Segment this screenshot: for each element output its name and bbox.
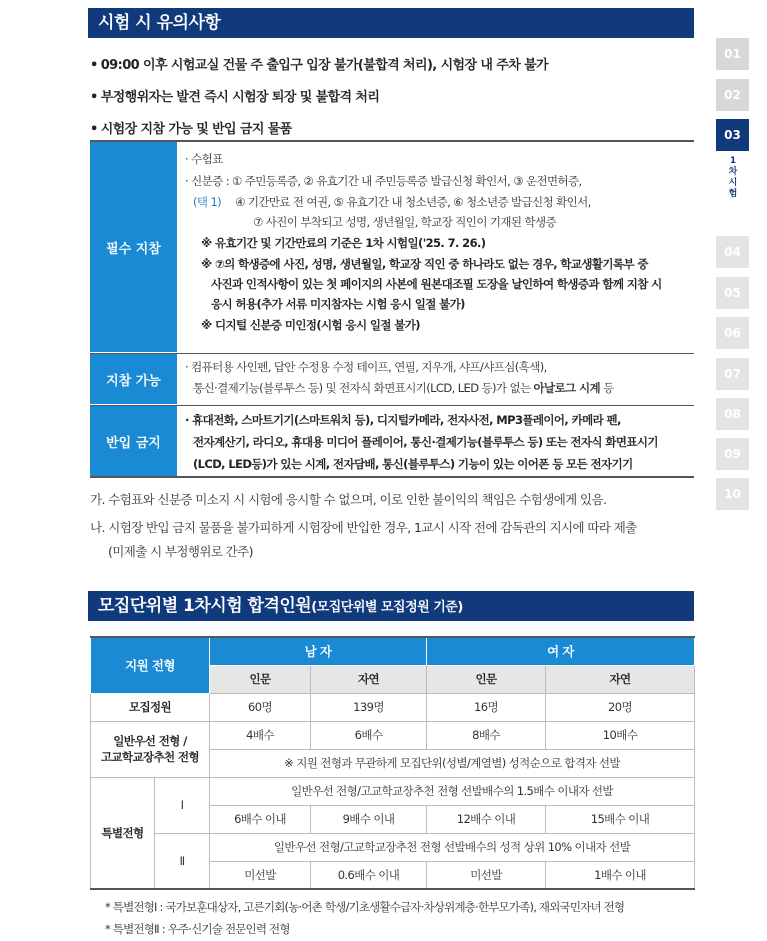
required-line: (택 1) ④ 기간만료 전 여권, ⑤ 유효기간 내 청소년증, ⑥ 청소년증 발급신청 확인서, — [193, 195, 591, 209]
tab-03-label — [726, 156, 740, 200]
tab-02[interactable]: 02 — [716, 79, 749, 111]
tab-06[interactable]: 06 — [716, 317, 749, 349]
required-line: · 신분증 : ① 주민등록증, ② 유효기간 내 주민등록증 발급신청 확인서, ③ 운전면허증, — [185, 174, 582, 188]
required-line: ⑦ 사진이 부착되고 성명, 생년월일, 학교장 직인이 기재된 학생증 — [253, 215, 556, 229]
tab-03-label-char: 시 — [728, 178, 738, 188]
header-track: 지원 전형 — [91, 637, 210, 693]
cell: 12배수 이내 — [427, 805, 546, 833]
bullet-cheating: • 부정행위자는 발견 즉시 시험장 퇴장 및 불합격 처리 — [90, 86, 379, 105]
cell: 6배수 — [311, 721, 427, 749]
tab-03-label-char: 험 — [728, 189, 738, 199]
footnote-special-1: * 특별전형Ⅰ : 국가보훈대상자, 고른기회(농·어촌 학생/기초생활수급자·차상위계층·한부모가족), 재외국민자녀 전형 — [105, 900, 625, 914]
label-required: 필수 지참 — [90, 142, 177, 353]
bullet-items: • 시험장 지참 가능 및 반입 금지 물품 — [90, 118, 292, 137]
tab-01[interactable]: 01 — [716, 38, 749, 70]
general-note: ※ 지원 전형과 무관하게 모집단위(성별/계열별) 성적순으로 합격자 선발 — [210, 749, 695, 777]
special-1-note: 일반우선 전형/고교학교장추천 전형 선발배수의 1.5배수 이내자 선발 — [210, 777, 695, 805]
header-col: 인문 — [210, 665, 311, 693]
cell: 9배수 이내 — [311, 805, 427, 833]
quota-table — [90, 636, 695, 890]
note-ga: 가. 수험표와 신분증 미소지 시 시험에 응시할 수 없으며, 이로 인한 불이익의 책임은 수험생에게 있음. — [90, 492, 607, 507]
cell: 16명 — [427, 693, 546, 721]
cell: 60명 — [210, 693, 311, 721]
required-note: ※ 디지털 신분증 미인정(시험 응시 일절 불가) — [201, 318, 420, 332]
label-allowed: 지참 가능 — [90, 354, 177, 405]
special-2-label: Ⅱ — [155, 833, 210, 889]
allowed-line: · 컴퓨터용 사인펜, 답안 수정용 수정 테이프, 연필, 지우개, 샤프/샤프심(흑색), — [185, 360, 547, 374]
cell: 139명 — [311, 693, 427, 721]
cell: 8배수 — [427, 721, 546, 749]
cell: 6배수 이내 — [210, 805, 311, 833]
row-required — [90, 142, 694, 354]
header-col: 인문 — [427, 665, 546, 693]
note-na: 나. 시험장 반입 금지 물품을 불가피하게 시험장에 반입한 경우, 1교시 시작 전에 감독관의 지시에 따라 제출 — [90, 520, 637, 535]
row-label-special: 특별전형 — [91, 777, 155, 889]
tab-03-label-char: 차 — [728, 167, 738, 177]
tab-04[interactable]: 04 — [716, 236, 749, 268]
section-title-quota: 모집단위별 1차시험 합격인원(모집단위별 모집정원 기준) — [88, 591, 694, 621]
items-table — [90, 140, 694, 478]
required-note: ※ ⑦의 학생증에 사진, 성명, 생년월일, 학교장 직인 중 하나라도 없는 경우, 학교생활기록부 중 — [201, 257, 648, 271]
tab-09[interactable]: 09 — [716, 438, 749, 470]
banned-line: 전자계산기, 라디오, 휴대용 미디어 플레이어, 통신·결제기능(블루투스 등) 또는 전자식 화면표시기 — [193, 435, 658, 449]
cell: 15배수 이내 — [546, 805, 695, 833]
required-line: · 수험표 — [185, 152, 223, 166]
tab-03[interactable]: 03 — [716, 119, 749, 151]
row-allowed — [90, 354, 694, 406]
tab-10[interactable]: 10 — [716, 478, 749, 510]
required-note: 사진과 인적사항이 있는 첫 페이지의 사본에 원본대조필 도장을 날인하여 학생증과 함께 지참 시 — [211, 277, 662, 291]
header-col: 자연 — [546, 665, 695, 693]
header-col: 자연 — [311, 665, 427, 693]
footnote-special-2: * 특별전형Ⅱ : 우주·신기술 전문인력 전형 — [105, 922, 290, 936]
required-note: 응시 허용(추가 서류 미지참자는 시험 응시 일절 불가) — [211, 297, 465, 311]
cell: 미선발 — [210, 861, 311, 889]
cell: 10배수 — [546, 721, 695, 749]
label-banned: 반입 금지 — [90, 406, 177, 476]
header-female: 여 자 — [427, 637, 695, 665]
allowed-line: 통신·결제기능(블루투스 등) 및 전자식 화면표시기(LCD, LED 등)가 없는 아날로그 시계 등 — [193, 381, 614, 395]
row-banned — [90, 406, 694, 478]
required-note: ※ 유효기간 및 기간만료의 기준은 1차 시험일('25. 7. 26.) — [201, 236, 486, 250]
cell: 미선발 — [427, 861, 546, 889]
note-na-cont: (미제출 시 부정행위로 간주) — [108, 544, 253, 559]
header-male: 남 자 — [210, 637, 427, 665]
bullet-entry-time: • 09:00 이후 시험교실 건물 주 출입구 입장 불가(불합격 처리), 시험장 내 주차 불가 — [90, 54, 548, 73]
special-1-label: Ⅰ — [155, 777, 210, 833]
cell: 0.6배수 이내 — [311, 861, 427, 889]
row-label-capacity: 모집정원 — [91, 693, 210, 721]
row-label-general: 일반우선 전형 / 고교학교장추천 전형 — [91, 721, 210, 777]
tab-07[interactable]: 07 — [716, 358, 749, 390]
cell: 1배수 이내 — [546, 861, 695, 889]
special-2-note: 일반우선 전형/고교학교장추천 전형 선발배수의 성적 상위 10% 이내자 선발 — [210, 833, 695, 861]
cell: 4배수 — [210, 721, 311, 749]
tab-08[interactable]: 08 — [716, 398, 749, 430]
banned-line: (LCD, LED등)가 있는 시계, 전자담배, 통신(블루투스) 기능이 있는 이어폰 등 모든 전자기기 — [193, 457, 633, 471]
tab-05[interactable]: 05 — [716, 277, 749, 309]
section-title-precautions: 시험 시 유의사항 — [88, 8, 694, 38]
banned-line: · 휴대전화, 스마트기기(스마트워치 등), 디지털카메라, 전자사전, MP3플레이어, 카메라 펜, — [185, 413, 621, 427]
cell: 20명 — [546, 693, 695, 721]
tab-03-label-char: 1 — [729, 156, 737, 166]
